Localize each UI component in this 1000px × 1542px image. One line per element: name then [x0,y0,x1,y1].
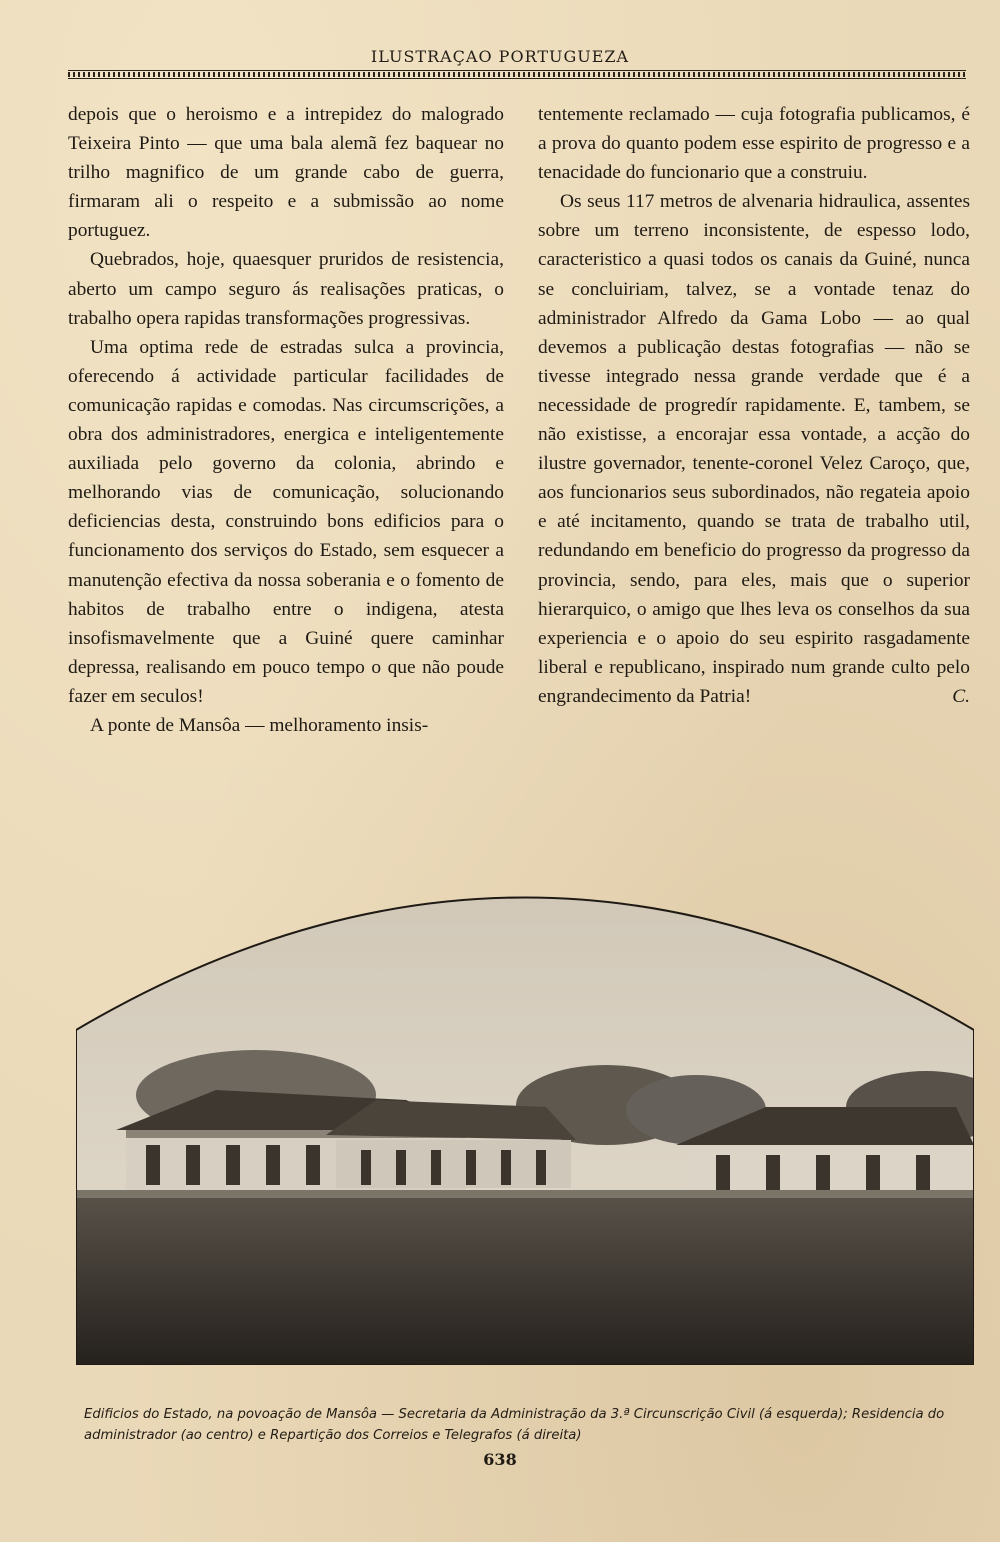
running-header-title: ILUSTRAÇAO PORTUGUEZA [370,47,630,66]
right-paragraph-2-text: Os seus 117 metros de alvenaria hidraulica, assentes sobre um terreno inconsistente, de espesso lodo, caracteristico a quasi todos os canais da Guiné, nunca se concluiriam, talvez, se a vontade tenaz do administrador Alfredo da Gama Lobo — ao qual devemos a publicação destas fotografias — não se tivesse integrado nessa grande verdade que é a necessidade de progredír rapidamente. E, tambem, se não existisse, a encorajar essa vontade, a acção do ilustre governador, tenente-coronel Velez Caroço, que, aos funcionarios seus subordinados, não regateia apoio e até incitamento, quando se trata de trabalho util, redundando em beneficio do progresso da progresso da provincia, sendo, para eles, mais que o superior hierarquico, o amigo que lhes leva os conselhos da sua experiencia e o apoio do seu espirito rasgadamente liberal e republicano, inspirado num grande culto pelo engrandecimento da Patria! [538,191,970,707]
left-paragraph-1: depois que o heroismo e a intrepidez do malogrado Teixeira Pinto — que uma bala alemã fez baquear no trilho magnifico de um grande cabo de guerra, firmaram ali o respeito e a submissão ao nome portuguez. [68,104,504,242]
page-number: 638 [483,1450,517,1469]
left-paragraph-3: Uma optima rede de estradas sulca a provincia, oferecendo á actividade particular facilidades de comunicação rapidas e comodas. Nas circumscrições, a obra dos administradores, energica e inteligentemente auxiliada pelo governo da colonia, abrindo e melhorando vias de comunicação, solucionando deficiencias desta, construindo bons edificios para o funcionamento dos serviços do Estado, sem esquecer a manutenção efectiva da nossa soberania e o fomento de habitos de trabalho entre o indigena, atesta insofismavelmente que a Guiné quere caminhar depressa, realisando em pouco tempo o que não poude fazer em seculos! [68,336,504,707]
right-text-column [538,100,970,711]
right-paragraph-2 [538,187,970,711]
author-signature: C. [952,685,970,707]
right-paragraph-1: tentemente reclamado — cuja fotografia publicamos, é a prova do quanto podem esse espirito de progresso e a tenacidade do funcionario que a construiu. [538,104,970,184]
left-paragraph-4: A ponte de Mansôa — melhoramento insis- [90,714,429,736]
left-paragraph-2: Quebrados, hoje, quaesquer pruridos de resistencia, aberto um campo seguro ás realisações praticas, o trabalho opera rapidas transformações progressivas. [68,249,504,329]
photograph-mansoa-buildings [76,845,974,1365]
photo-image [76,845,974,1365]
left-text-column [68,100,504,740]
photo-caption: Edificios do Estado, na povoação de Mansôa — Secretaria da Administração da 3.ª Circunscrição Civil (á esquerda); Residencia do administrador (ao centro) e Repartição dos Correios e Telegrafos (á direita) [84,1407,945,1443]
header-ornamental-rule [68,70,966,79]
